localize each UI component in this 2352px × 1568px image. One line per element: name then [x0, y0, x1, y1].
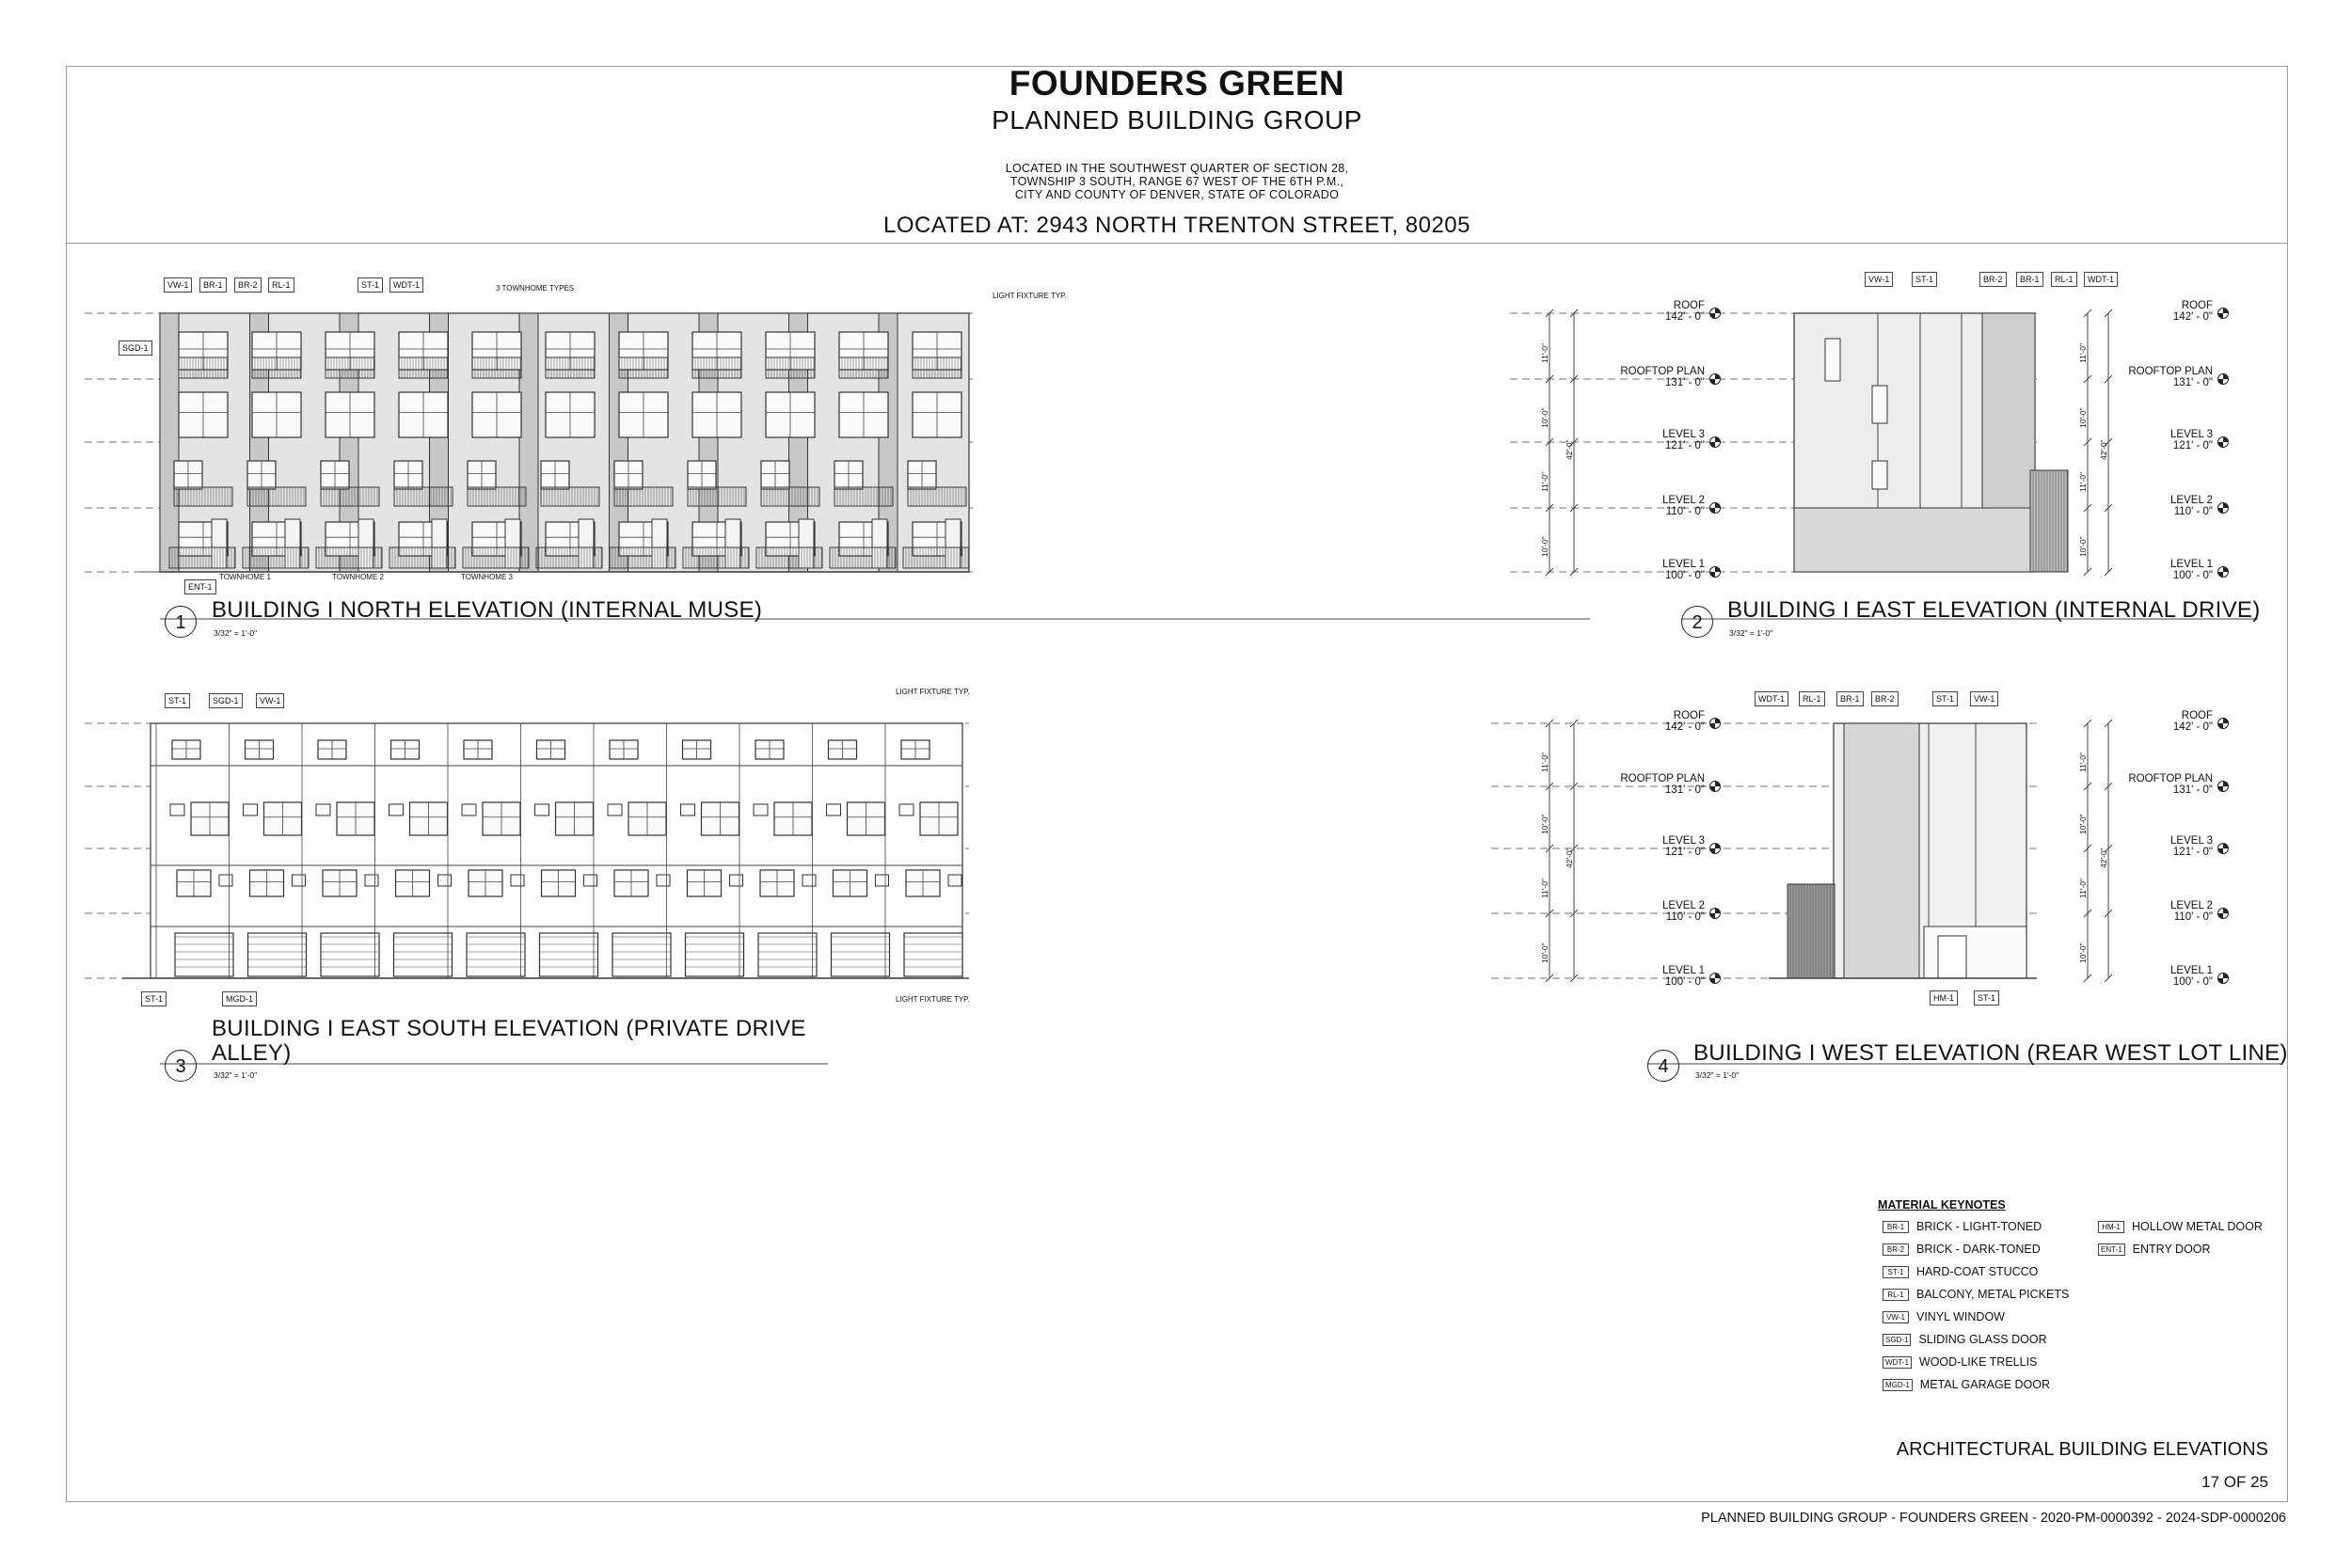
keynote-row: RL-1 BALCONY, METAL PICKETS	[1883, 1288, 2069, 1301]
level-name: LEVEL 2	[2170, 495, 2213, 506]
dimension-text: 11'-0"	[1540, 342, 1549, 363]
keynote-row: BR-2 BRICK - DARK-TONED	[1883, 1243, 2069, 1256]
tag-wdt-1: WDT-1	[2084, 272, 2118, 287]
level-target-icon	[2217, 973, 2229, 984]
level-name: ROOF	[1673, 300, 1705, 311]
keynote-row: SGD-1 SLIDING GLASS DOOR	[1883, 1333, 2069, 1346]
entry-door	[799, 519, 814, 568]
brick-pier	[519, 313, 538, 572]
level-label-3	[2100, 900, 2213, 923]
view-title-4: BUILDING I WEST ELEVATION (REAR WEST LOT LINE)	[1693, 1040, 2288, 1066]
window	[754, 804, 768, 816]
level-name: LEVEL 3	[2170, 835, 2213, 847]
label-townhome-3: TOWNHOME 3	[461, 573, 513, 581]
level-label-1	[2100, 773, 2213, 796]
tag-st-1: ST-1	[358, 277, 383, 293]
level-label-3	[2100, 495, 2213, 517]
window	[657, 875, 670, 886]
view-number-3: 3	[165, 1050, 197, 1082]
tag-vw-1: VW-1	[256, 693, 284, 708]
level-label-3	[1592, 495, 1705, 517]
level-label-1	[2100, 366, 2213, 388]
dimension-text: 42'-0"	[1565, 438, 1574, 460]
level-target-icon	[1709, 718, 1721, 729]
keynote-row: WDT-1 WOOD-LIKE TRELLIS	[1883, 1355, 2069, 1369]
garage-door	[540, 933, 598, 976]
entry-door	[652, 519, 667, 568]
keynote-row: BR-1 BRICK - LIGHT-TONED	[1883, 1220, 2069, 1233]
level-name: ROOF	[1673, 710, 1705, 721]
dimension-text: 11'-0"	[1540, 878, 1549, 898]
garage-door	[175, 933, 233, 976]
location-line: CITY AND COUNTY OF DENVER, STATE OF COLORADO	[1014, 188, 1340, 201]
level-elevation: 131' - 0"	[1664, 784, 1705, 796]
level-elevation: 142' - 0"	[2172, 721, 2213, 733]
level-name: ROOFTOP PLAN	[1620, 773, 1705, 784]
level-name: LEVEL 1	[2170, 965, 2213, 976]
trellis-stack	[1788, 884, 1835, 978]
garage-door	[467, 933, 525, 976]
view-scale-1: 3/32" = 1'-0"	[214, 628, 258, 638]
level-name: ROOFTOP PLAN	[1620, 366, 1705, 377]
project-subtitle: PLANNED BUILDING GROUP	[992, 105, 1362, 135]
keynotes-list-2	[2098, 1220, 2263, 1256]
keynote-row: HM-1 HOLLOW METAL DOOR	[2098, 1220, 2263, 1233]
entry-door	[505, 519, 520, 568]
entry-door	[212, 519, 227, 568]
dimension-text: 42'-0"	[1565, 847, 1574, 868]
window	[535, 804, 549, 816]
project-title: FOUNDERS GREEN	[1009, 64, 1345, 103]
window	[899, 804, 914, 816]
garage-door	[394, 933, 453, 976]
entry-door	[725, 519, 740, 568]
dimension-text: 10'-0"	[2078, 536, 2088, 557]
level-label-4	[2100, 965, 2213, 988]
window	[438, 875, 452, 886]
hollow-metal-door	[1938, 936, 1966, 978]
garage-door	[612, 933, 671, 976]
level-elevation: 110' - 0"	[1665, 506, 1705, 517]
level-target-icon	[1709, 373, 1721, 385]
view-scale-2: 3/32" = 1'-0"	[1729, 628, 1773, 638]
dimension-text: 11'-0"	[1540, 471, 1549, 492]
level-label-2	[2100, 429, 2213, 451]
tag-vw-1: VW-1	[1970, 691, 1998, 706]
dimension-text: 11'-0"	[2078, 342, 2088, 363]
level-elevation: 100' - 0"	[2172, 570, 2213, 581]
level-target-icon	[2217, 373, 2229, 385]
level-name: LEVEL 2	[2170, 900, 2213, 911]
level-elevation: 100' - 0"	[1664, 976, 1705, 988]
level-label-0	[2100, 300, 2213, 323]
tag-rl-1: RL-1	[268, 277, 294, 293]
tag-vw-1: VW-1	[1865, 272, 1893, 287]
tag-br-1: BR-1	[199, 277, 227, 293]
level-label-2	[2100, 835, 2213, 858]
level-target-icon	[2217, 502, 2229, 514]
tag-st-1: ST-1	[141, 991, 167, 1006]
garage-door	[686, 933, 744, 976]
level-label-4	[1592, 559, 1705, 581]
garage-door	[832, 933, 890, 976]
window	[244, 804, 258, 816]
window	[219, 875, 232, 886]
level-target-icon	[2217, 718, 2229, 729]
dimension-text: 10'-0"	[1540, 942, 1549, 963]
level-label-1	[1592, 773, 1705, 796]
level-target-icon	[2217, 781, 2229, 792]
brick-pier	[160, 313, 179, 572]
level-label-2	[1592, 835, 1705, 858]
level-target-icon	[1709, 843, 1721, 854]
footer-project-id: PLANNED BUILDING GROUP - FOUNDERS GREEN - 2020-PM-0000392 - 2024-SDP-0000206	[1701, 1511, 2286, 1526]
label-townhome-1: TOWNHOME 1	[219, 573, 271, 581]
location-line: TOWNSHIP 3 SOUTH, RANGE 67 WEST OF THE 6TH P.M.,	[1009, 175, 1344, 188]
tag-br-2: BR-2	[234, 277, 262, 293]
label-townhome-2: TOWNHOME 2	[332, 573, 384, 581]
tag-br-1: BR-1	[1836, 691, 1864, 706]
view-title-1: BUILDING I NORTH ELEVATION (INTERNAL MUSE)	[212, 597, 763, 623]
level-name: ROOF	[2181, 710, 2213, 721]
level-elevation: 100' - 0"	[1664, 570, 1705, 581]
tag-wdt-1: WDT-1	[1755, 691, 1788, 706]
tag-sgd-1: SGD-1	[209, 693, 243, 708]
level-elevation: 121' - 0"	[1664, 847, 1705, 858]
tag-rl-1: RL-1	[2051, 272, 2077, 287]
view-number-1: 1	[165, 606, 197, 638]
dimension-text: 10'-0"	[2078, 406, 2088, 428]
dimension-text: 11'-0"	[2078, 471, 2088, 492]
level-label-0	[1592, 300, 1705, 323]
level-target-icon	[2217, 566, 2229, 578]
level-elevation: 142' - 0"	[2172, 311, 2213, 323]
site-address: LOCATED AT: 2943 NORTH TRENTON STREET, 80205	[883, 213, 1470, 238]
sheet-title: ARCHITECTURAL BUILDING ELEVATIONS	[1896, 1439, 2268, 1460]
level-label-0	[2100, 710, 2213, 733]
dimension-text: 11'-0"	[1540, 752, 1549, 772]
view-title-3: BUILDING I EAST SOUTH ELEVATION (PRIVATE DRIVE ALLEY)	[212, 1016, 806, 1066]
entry-door	[946, 519, 961, 568]
note-light-fixture: LIGHT FIXTURE TYP.	[896, 688, 970, 696]
level-elevation: 121' - 0"	[1664, 440, 1705, 451]
window	[389, 804, 404, 816]
view-number-2: 2	[1681, 606, 1713, 638]
tag-br-2: BR-2	[1871, 691, 1899, 706]
dimension-text: 42'-0"	[2099, 438, 2108, 460]
entry-door	[285, 519, 300, 568]
window	[170, 804, 184, 816]
level-label-2	[1592, 429, 1705, 451]
note-light-fixture: LIGHT FIXTURE TYP.	[993, 292, 1067, 300]
level-label-4	[2100, 559, 2213, 581]
dimension-text: 10'-0"	[2078, 942, 2088, 963]
window	[948, 875, 961, 886]
tag-br-2: BR-2	[1979, 272, 2007, 287]
window	[316, 804, 330, 816]
garage-door	[321, 933, 379, 976]
level-name: ROOF	[2181, 300, 2213, 311]
level-elevation: 110' - 0"	[2173, 506, 2213, 517]
level-target-icon	[2217, 308, 2229, 319]
window	[876, 875, 889, 886]
tag-st-1: ST-1	[1912, 272, 1937, 287]
level-target-icon	[1709, 502, 1721, 514]
tag-wdt-1: WDT-1	[389, 277, 423, 293]
level-target-icon	[1709, 308, 1721, 319]
garage-door	[758, 933, 817, 976]
window	[730, 875, 743, 886]
tag-st-1: ST-1	[1932, 691, 1958, 706]
tag-ent-1: ENT-1	[184, 579, 216, 594]
level-target-icon	[1709, 781, 1721, 792]
level-elevation: 131' - 0"	[1664, 377, 1705, 388]
level-name: ROOFTOP PLAN	[2128, 773, 2213, 784]
level-label-1	[1592, 366, 1705, 388]
note-townhome-types: 3 TOWNHOME TYPES	[496, 284, 575, 293]
view-title-2: BUILDING I EAST ELEVATION (INTERNAL DRIVE)	[1727, 597, 2261, 623]
window	[1872, 386, 1887, 423]
tag-rl-1: RL-1	[1799, 691, 1825, 706]
level-name: LEVEL 1	[2170, 559, 2213, 570]
tag-st-1: ST-1	[165, 693, 190, 708]
level-target-icon	[1709, 566, 1721, 578]
level-elevation: 142' - 0"	[1664, 721, 1705, 733]
sheet-number: 17 OF 25	[2201, 1473, 2268, 1491]
level-name: LEVEL 3	[1662, 429, 1705, 440]
brick-band	[1982, 313, 2035, 508]
view-number-4: 4	[1647, 1050, 1679, 1082]
window	[511, 875, 524, 886]
tag-st-1: ST-1	[1974, 990, 1999, 1006]
level-elevation: 131' - 0"	[2172, 784, 2213, 796]
keynotes-title: MATERIAL KEYNOTES	[1878, 1198, 2006, 1212]
base-band	[1794, 508, 2035, 572]
tag-vw-1: VW-1	[164, 277, 192, 293]
tag-mgd-1: MGD-1	[222, 991, 257, 1006]
keynote-row: ST-1 HARD-COAT STUCCO	[1883, 1265, 2069, 1278]
window	[1825, 339, 1840, 381]
window	[293, 875, 306, 886]
window	[584, 875, 597, 886]
location-line: LOCATED IN THE SOUTHWEST QUARTER OF SECTION 28,	[1005, 162, 1349, 175]
tag-br-1: BR-1	[2016, 272, 2043, 287]
entry-door	[432, 519, 447, 568]
window	[608, 804, 622, 816]
dimension-text: 42'-0"	[2099, 847, 2108, 868]
level-label-4	[1592, 965, 1705, 988]
level-elevation: 110' - 0"	[2173, 911, 2213, 923]
window	[1872, 461, 1887, 489]
entry-door	[579, 519, 594, 568]
level-name: LEVEL 1	[1662, 965, 1705, 976]
tag-sgd-1: SGD-1	[119, 341, 152, 356]
level-target-icon	[2217, 436, 2229, 448]
window	[462, 804, 476, 816]
level-target-icon	[2217, 908, 2229, 919]
level-target-icon	[1709, 436, 1721, 448]
level-name: LEVEL 3	[2170, 429, 2213, 440]
window	[365, 875, 378, 886]
level-target-icon	[1709, 973, 1721, 984]
level-target-icon	[2217, 843, 2229, 854]
level-elevation: 100' - 0"	[2172, 976, 2213, 988]
level-name: LEVEL 3	[1662, 835, 1705, 847]
view-scale-3: 3/32" = 1'-0"	[214, 1070, 258, 1080]
keynotes-list-1	[1883, 1220, 2069, 1391]
garage-door	[248, 933, 307, 976]
level-elevation: 131' - 0"	[2172, 377, 2213, 388]
note-light-fixture: LIGHT FIXTURE TYP.	[896, 995, 970, 1004]
garage-door	[904, 933, 962, 976]
tag-hm-1: HM-1	[1930, 990, 1958, 1006]
level-elevation: 121' - 0"	[2172, 440, 2213, 451]
level-name: LEVEL 1	[1662, 559, 1705, 570]
level-target-icon	[1709, 908, 1721, 919]
window	[827, 804, 841, 816]
dimension-text: 11'-0"	[2078, 878, 2088, 898]
level-label-0	[1592, 710, 1705, 733]
window	[803, 875, 816, 886]
keynote-row: VW-1 VINYL WINDOW	[1883, 1310, 2069, 1323]
entry-door	[872, 519, 887, 568]
dimension-text: 10'-0"	[1540, 814, 1549, 834]
keynote-row: MGD-1 METAL GARAGE DOOR	[1883, 1378, 2069, 1391]
dimension-text: 10'-0"	[1540, 536, 1549, 557]
level-elevation: 121' - 0"	[2172, 847, 2213, 858]
dimension-text: 10'-0"	[1540, 406, 1549, 428]
level-name: LEVEL 2	[1662, 900, 1705, 911]
level-label-3	[1592, 900, 1705, 923]
brick-band	[1844, 723, 1919, 978]
level-name: ROOFTOP PLAN	[2128, 366, 2213, 377]
level-elevation: 110' - 0"	[1665, 911, 1705, 923]
dimension-text: 10'-0"	[2078, 814, 2088, 834]
entry-door	[358, 519, 373, 568]
dimension-text: 11'-0"	[2078, 752, 2088, 772]
level-elevation: 142' - 0"	[1664, 311, 1705, 323]
level-name: LEVEL 2	[1662, 495, 1705, 506]
window	[681, 804, 695, 816]
keynote-row: ENT-1 ENTRY DOOR	[2098, 1243, 2263, 1256]
view-scale-4: 3/32" = 1'-0"	[1695, 1070, 1740, 1080]
